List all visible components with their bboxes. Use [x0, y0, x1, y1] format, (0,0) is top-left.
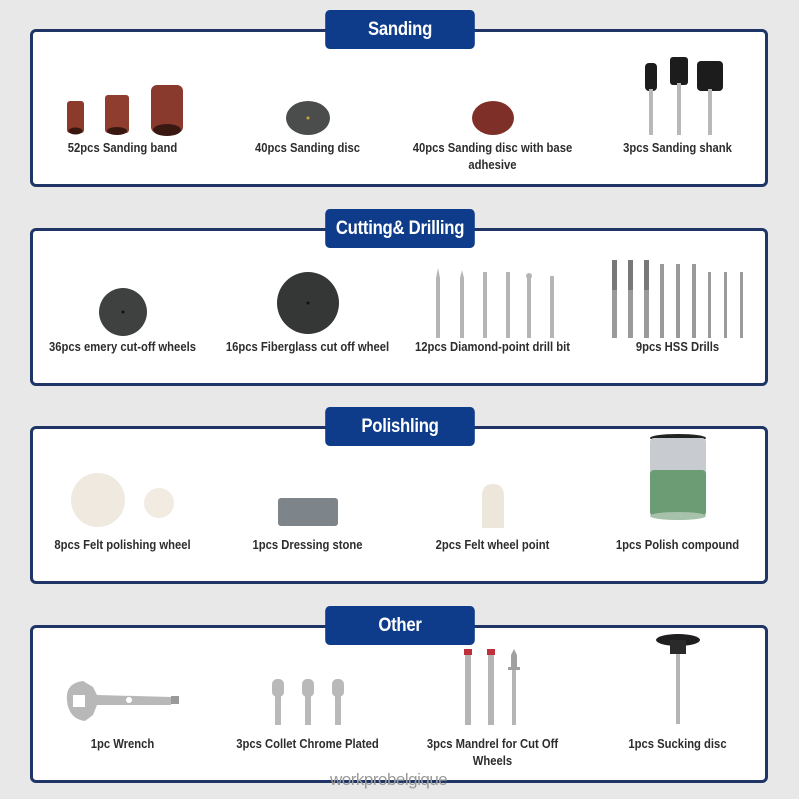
item-collet — [215, 625, 400, 783]
wrench-icon — [63, 677, 183, 727]
item-polish-compound — [585, 426, 770, 584]
item-label: 1pcs Sucking disc — [628, 737, 727, 751]
section-sanding — [30, 10, 770, 170]
item-label: 3pcs Mandrel for Cut Off Wheels — [426, 737, 559, 768]
section-title: Polishling — [325, 407, 475, 446]
item-label: 8pcs Felt polishing wheel — [54, 538, 191, 552]
item-emery-wheel — [30, 228, 215, 386]
item-felt-wheel — [30, 426, 215, 584]
section-title: Cutting& Drilling — [325, 209, 475, 248]
collet-icon — [266, 677, 350, 727]
item-sanding-shank — [585, 29, 770, 187]
item-mandrel — [400, 625, 585, 783]
diamond-drill-bit-icon — [428, 268, 558, 340]
item-hss-drill — [585, 228, 770, 386]
item-label: 52pcs Sanding band — [67, 141, 178, 155]
sanding-disc-icon — [283, 91, 333, 141]
fiberglass-wheel-icon — [273, 270, 343, 340]
item-label: 9pcs HSS Drills — [635, 340, 720, 354]
dressing-stone-icon — [276, 494, 340, 530]
item-label: 1pcs Dressing stone — [252, 538, 363, 552]
section-other — [30, 606, 770, 766]
felt-wheel-icon — [68, 470, 178, 530]
item-sucking-disc — [585, 625, 770, 783]
item-label: 2pcs Felt wheel point — [435, 538, 550, 552]
item-label: 40pcs Sanding disc with base adhesive — [412, 141, 573, 172]
emery-wheel-icon — [95, 284, 151, 340]
item-sanding-band — [30, 29, 215, 187]
sanding-band-icon — [58, 81, 188, 141]
section-cutting-drilling — [30, 209, 770, 369]
item-label: 1pc Wrench — [90, 737, 155, 751]
sanding-shank-icon — [633, 55, 723, 141]
item-diamond-drill-bit — [400, 228, 585, 386]
adhesive-sanding-disc-icon — [468, 91, 518, 141]
section-title: Sanding — [325, 10, 475, 49]
item-label: 16pcs Fiberglass cut off wheel — [225, 340, 390, 354]
section-title: Other — [325, 606, 475, 645]
item-label: 36pcs emery cut-off wheels — [49, 340, 196, 354]
item-fiberglass-wheel — [215, 228, 400, 386]
item-wrench — [30, 625, 215, 783]
item-felt-point — [400, 426, 585, 584]
item-label: 12pcs Diamond-point drill bit — [414, 340, 570, 354]
watermark: workprobelgique — [330, 770, 448, 789]
felt-point-icon — [479, 482, 507, 530]
item-adhesive-sanding-disc — [400, 29, 585, 187]
sucking-disc-icon — [655, 633, 701, 727]
item-label: 40pcs Sanding disc — [254, 141, 361, 155]
item-dressing-stone — [215, 426, 400, 584]
hss-drill-icon — [608, 260, 748, 340]
item-label: 1pcs Polish compound — [615, 538, 740, 552]
mandrel-icon — [462, 647, 524, 727]
item-sanding-disc — [215, 29, 400, 187]
item-label: 3pcs Collet Chrome Plated — [236, 737, 379, 751]
polish-compound-icon — [647, 432, 709, 522]
section-polishing — [30, 407, 770, 567]
item-label: 3pcs Sanding shank — [623, 141, 732, 155]
